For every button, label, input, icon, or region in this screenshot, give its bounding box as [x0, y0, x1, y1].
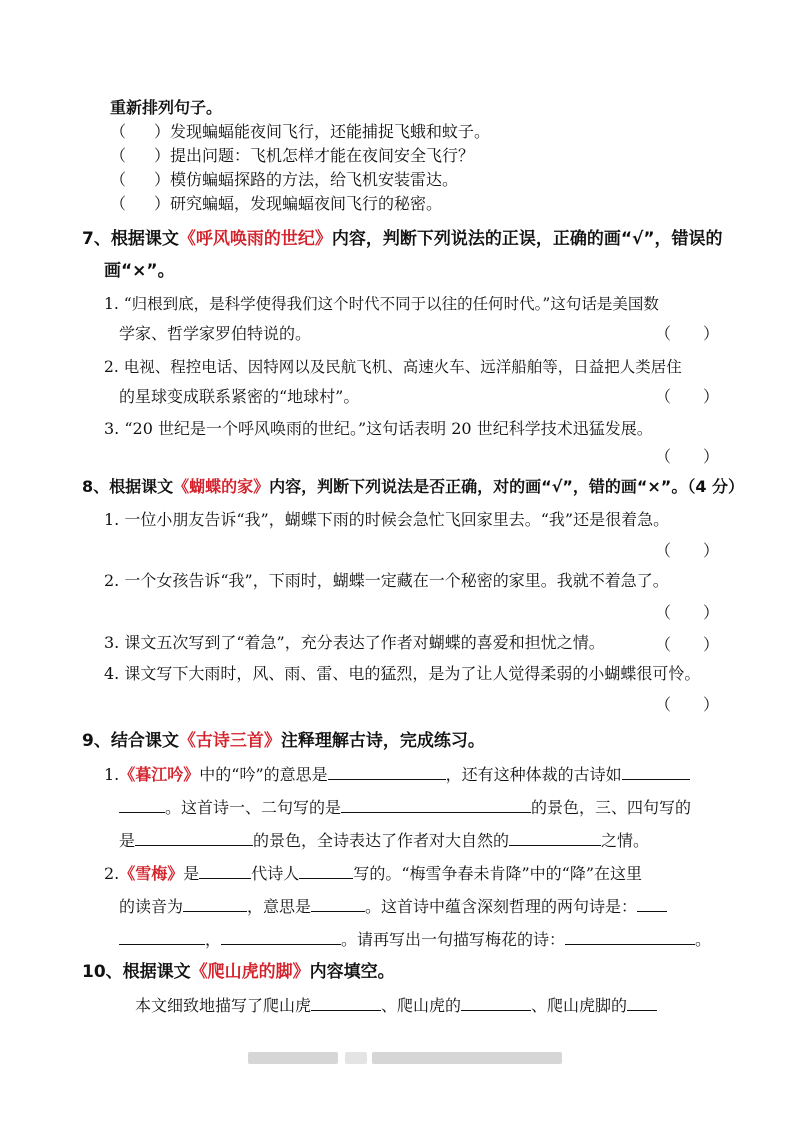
answer-box[interactable]: （ ）	[655, 387, 720, 406]
q7-statement-2-cont: 的星球变成联系紧密的“地球村”。	[119, 387, 360, 406]
q10-lesson-title: 《爬山虎的脚》	[190, 962, 310, 982]
q7-statement-3: 3. “20 世纪是一个呼风唤雨的世纪。”这句话表明 20 世纪科学技术迅猛发展。	[104, 419, 653, 438]
fill-blank[interactable]	[461, 994, 531, 1011]
fill-blank[interactable]	[135, 829, 253, 846]
q9-part-2-line-1: 2.《雪梅》是 代诗人 写的。“梅雪争春未肯降”中的“降”在这里	[104, 864, 643, 883]
fill-blank[interactable]	[637, 895, 667, 912]
q8-statement-3: 3. 课文五次写到了“着急”，充分表达了作者对蝴蝶的喜爱和担忧之情。	[104, 633, 605, 652]
answer-box[interactable]: （ ）	[655, 541, 720, 560]
reorder-item: （ ）提出问题：飞机怎样才能在夜间安全飞行？	[110, 146, 475, 165]
q8-statement-1: 1. 一位小朋友告诉“我”，蝴蝶下雨的时候会急忙飞回家里去。“我”还是很着急。	[104, 510, 670, 529]
q9-lesson-title: 《古诗三首》	[178, 731, 281, 751]
reorder-item: （ ）发现蝙蝠能夜间飞行，还能捕捉飞蛾和蚊子。	[110, 122, 491, 141]
reorder-item: （ ）模仿蝙蝠探路的方法，给飞机安装雷达。	[110, 170, 459, 189]
q9-part-2-line-2: 的读音为 ，意思是 。这首诗中蕴含深刻哲理的两句诗是：	[119, 895, 667, 918]
fill-blank[interactable]	[119, 928, 205, 945]
q8-heading: 8、根据课文《蝴蝶的家》内容，判断下列说法是否正确，对的画“√”，错的画“×”。（4 分）	[82, 477, 745, 496]
q8-statement-2: 2. 一个女孩告诉“我”，下雨时，蝴蝶一定藏在一个秘密的家里。我就不着急了。	[104, 571, 669, 590]
answer-box[interactable]: （ ）	[655, 635, 720, 654]
q7-statement-1: 1. “归根到底，是科学使得我们这个时代不同于以往的任何时代。”这句话是美国数	[104, 295, 659, 313]
fill-blank[interactable]	[311, 994, 381, 1011]
q7-statement-1-cont: 学家、哲学家罗伯特说的。	[119, 324, 312, 343]
fill-blank[interactable]	[299, 862, 353, 879]
fill-blank[interactable]	[341, 796, 531, 813]
answer-box[interactable]: （ ）	[655, 603, 720, 622]
reorder-heading: 重新排列句子。	[110, 98, 223, 117]
fill-blank[interactable]	[119, 796, 165, 813]
reorder-item: （ ）研究蝙蝠，发现蝙蝠夜间飞行的秘密。	[110, 194, 443, 213]
q10-heading: 10、根据课文《爬山虎的脚》内容填空。	[82, 962, 395, 982]
q7-lesson-title: 《呼风唤雨的世纪》	[178, 229, 332, 249]
q7-heading: 7、根据课文《呼风唤雨的世纪》内容，判断下列说法的正误，正确的画“√”，错误的	[82, 229, 723, 249]
answer-box[interactable]: （ ）	[655, 324, 720, 343]
poem-title-xuemei: 《雪梅》	[119, 864, 184, 883]
fill-blank[interactable]	[199, 862, 251, 879]
q8-lesson-title: 《蝴蝶的家》	[173, 477, 270, 496]
footer-watermark	[372, 1052, 562, 1064]
fill-blank[interactable]	[622, 763, 690, 780]
q7-heading-cont: 画“×”。	[104, 261, 175, 281]
q7-statement-2: 2. 电视、程控电话、因特网以及民航飞机、高速火车、远洋船舶等，日益把人类居住	[104, 358, 682, 376]
q9-heading: 9、结合课文《古诗三首》注释理解古诗，完成练习。	[82, 731, 485, 751]
q9-part-1-line-3: 是 的景色，全诗表达了作者对大自然的 之情。	[119, 831, 650, 850]
fill-blank[interactable]	[565, 928, 695, 945]
footer-watermark	[345, 1052, 367, 1064]
answer-box[interactable]: （ ）	[655, 447, 720, 466]
q9-part-2-line-3: ， 。请再写出一句描写梅花的诗： 。	[119, 928, 711, 951]
q9-part-1-line-1: 1.《暮江吟》中的“吟”的意思是 ，还有这种体裁的古诗如	[104, 763, 690, 786]
fill-blank[interactable]	[328, 763, 446, 780]
fill-blank[interactable]	[509, 829, 601, 846]
q9-part-1-line-2: 。这首诗一、二句写的是 的景色，三、四句写的	[119, 796, 691, 819]
footer-watermark	[248, 1052, 338, 1064]
fill-blank[interactable]	[311, 895, 365, 912]
answer-box[interactable]: （ ）	[655, 695, 720, 714]
fill-blank[interactable]	[627, 994, 657, 1011]
poem-title-mujiangyin: 《暮江吟》	[119, 765, 200, 784]
q10-text: 本文细致地描写了爬山虎 、爬山虎的 、爬山虎脚的	[135, 994, 657, 1017]
fill-blank[interactable]	[183, 895, 247, 912]
fill-blank[interactable]	[221, 928, 341, 945]
q8-statement-4: 4. 课文写下大雨时，风、雨、雷、电的猛烈，是为了让人觉得柔弱的小蝴蝶很可怜。	[104, 664, 701, 683]
